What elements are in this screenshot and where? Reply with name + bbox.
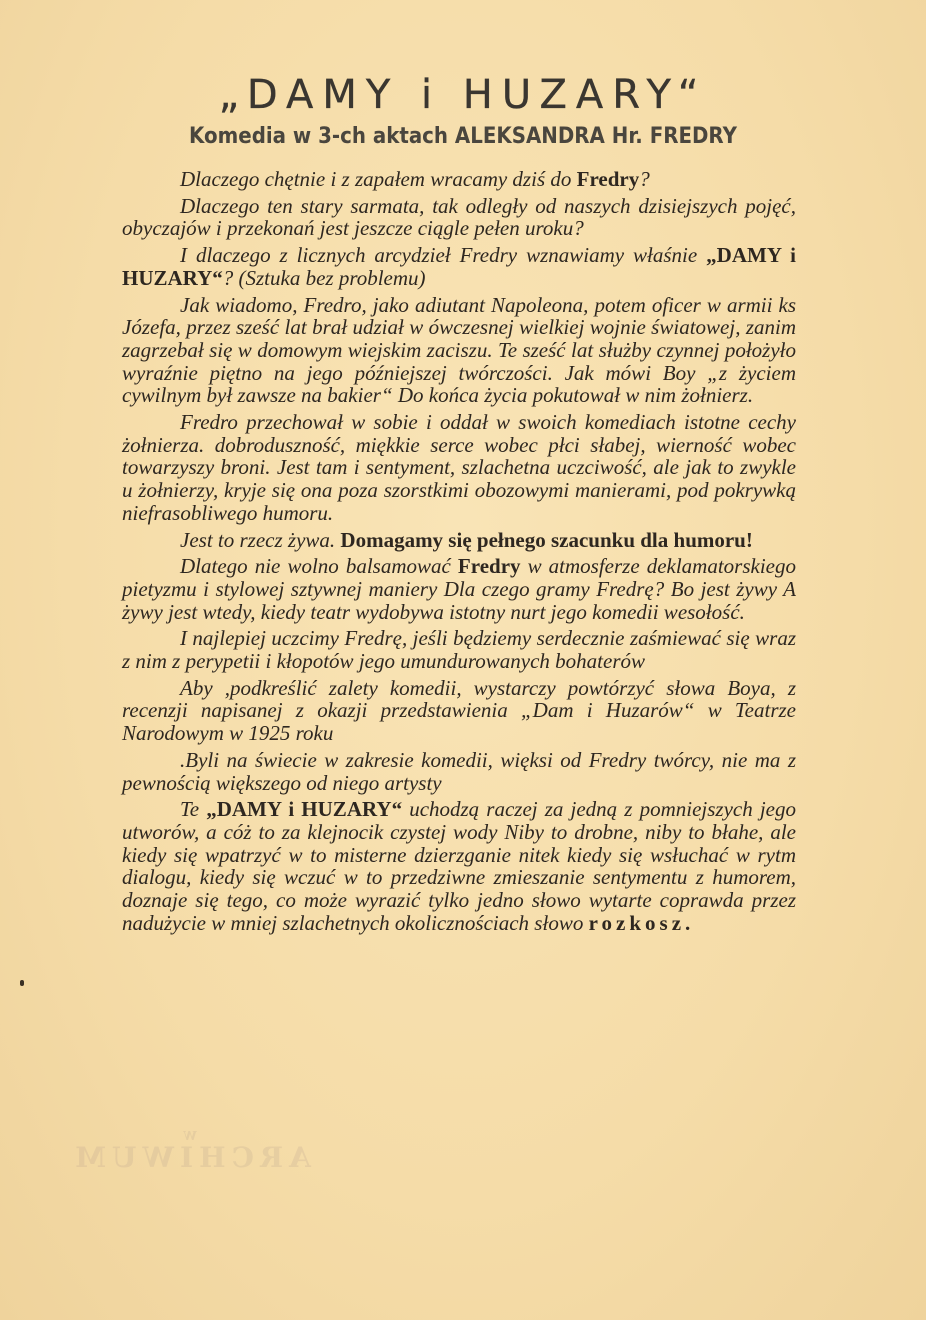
- text-run: Te: [180, 797, 207, 822]
- paragraph: [122, 627, 796, 672]
- text-run: w atmosferze deklamatorskiego pietyzmu i stylowej sztywnej maniery Dla czego gramy Fredrę? Bo jest żywy A żywy jest wtedy, kiedy teatr wydobywa istotny nurt jego komedii wesołość.: [122, 554, 797, 624]
- paragraph: [122, 294, 796, 408]
- watermark-line: ARCHIWUM: [69, 1141, 311, 1175]
- text-run: uchodzą raczej za jedną z pomniejszych jego utworów, a cóż to za klejnocik czystej wody Niby to drobne, niby to błahe, ale kiedy się wpatrzyć w to misterne dzierzganie nitek kiedy się wsłuchać w rytm dialogu, kiedy się wczuć w to przedziwne zmieszanie sentymentu z humorem, doznaje się tego, co może wyrazić tylko jedno słowo wytarte coprawda przez nadużycie w mniej szlachetnych okolicznościach słowo: [122, 797, 796, 935]
- text-run: I dlaczego z licznych arcydzieł Fredry wznawiamy właśnie: [180, 243, 707, 268]
- paragraph: [122, 411, 796, 525]
- emphasized-text: Fredry: [457, 554, 521, 579]
- emphasized-text: „DAMY i HUZARY“: [206, 797, 403, 822]
- paragraph: [122, 244, 796, 289]
- text-run: I najlepiej uczcimy Fredrę, jeśli będziemy serdecznie zaśmiewać się wraz z nim z perypetii i kłopotów jego umundurowanych bohaterów: [122, 626, 796, 674]
- paragraph: [122, 529, 796, 552]
- emphasized-text: Domagamy się pełnego szacunku dla humoru!: [340, 527, 753, 552]
- watermark-line: W: [183, 1129, 197, 1143]
- page-subtitle: Komedia w 3-ch aktach ALEKSANDRA Hr. FREDRY: [189, 124, 737, 149]
- text-run: Jest to rzecz żywa.: [180, 527, 341, 552]
- text-run: .Byli na świecie w zakresie komedii, więksi od Fredry twórcy, nie ma z pewnością większego od niego artysty: [122, 747, 796, 795]
- archive-stamp-watermark: [50, 1130, 330, 1174]
- text-run: ?: [639, 167, 650, 191]
- paragraph: [122, 749, 796, 794]
- text-run: Jak wiadomo, Fredro, jako adiutant Napoleona, potem oficer w armii ks Józefa, przez sześć lat brał udział w ówczesnej wielkiej wojnie światowej, zanim zagrzebał się w domowym wiejskim zaciszu. Te sześć lat służby czynnej położyło wyraźnie piętno na jego późniejszej twórczości. Jak mówi Boy „z życiem cywilnym był zawsze na bakier“ Do końca życia pokutował w nim żołnierz.: [122, 292, 796, 408]
- body-text: [122, 168, 796, 939]
- text-run: ? (Sztuka bez problemu): [222, 265, 426, 290]
- emphasized-text: Fredry: [576, 167, 640, 191]
- paragraph: [122, 677, 796, 745]
- text-run: Fredro przechował w sobie i oddał w swoich komediach istotne cechy żołnierza. dobroduszność, miękkie serce wobec płci słabej, wierność wobec towarzyszy broni. Jest tam i sentyment, szlachetna uczciwość, ale jak to zwykle u żołnierzy, kryje się ona poza szorstkimi obozowymi manierami, pod pokrywką niefrasobliwego humoru.: [122, 410, 796, 525]
- text-run: Dlaczego chętnie i z zapałem wracamy dziś do: [180, 167, 577, 191]
- paragraph: [122, 798, 796, 934]
- paragraph: [122, 168, 796, 191]
- emphasized-text: rozkosz.: [588, 910, 695, 935]
- text-run: Dlaczego ten stary sarmata, tak odległy od naszych dzisiejszych pojęć, obyczajów i przekonań jest jeszcze ciągle pełen uroku?: [122, 193, 796, 241]
- page-title: „DAMY i HUZARY“: [218, 72, 708, 118]
- emphasized-text: „DAMY i HUZARY“: [122, 243, 796, 290]
- text-run: Aby ,podkreślić zalety komedii, wystarczy powtórzyć słowa Boya, z recenzji napisanej z okazji przedstawienia „Dam i Huzarów“ w Teatrze Narodowym w 1925 roku: [122, 675, 796, 746]
- paragraph: [122, 195, 796, 240]
- text-run: Dlatego nie wolno balsamować: [180, 554, 458, 579]
- paragraph: [122, 555, 796, 623]
- ink-speck: [20, 980, 24, 986]
